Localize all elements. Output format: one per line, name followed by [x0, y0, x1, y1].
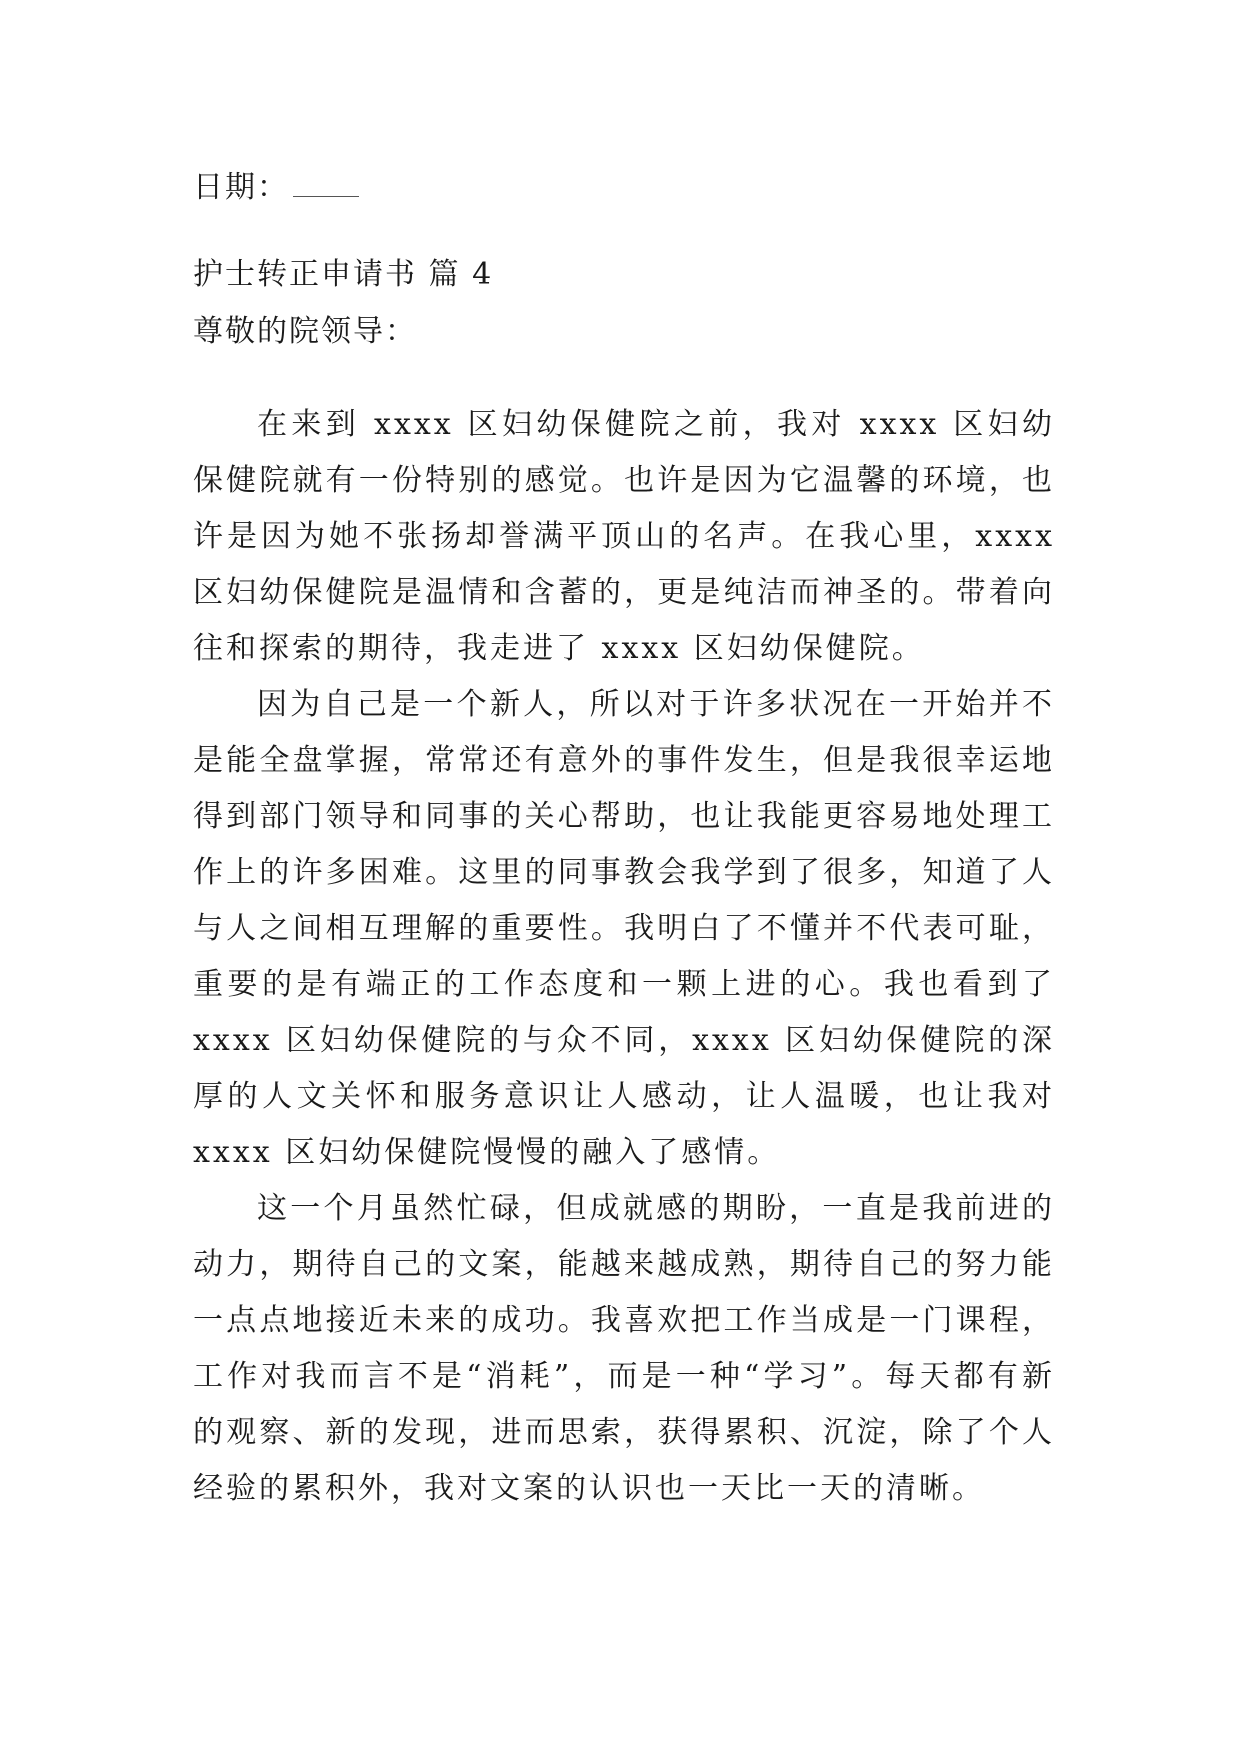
paragraph-1: 在来到 xxxx 区妇幼保健院之前，我对 xxxx 区妇幼保健院就有一份特别的感觉。也许是因为它温馨的环境，也许是因为她不张扬却誉满平顶山的名声。在我心里，xxxx 区妇幼保健院是温情和含蓄的，更是纯洁而神圣的。带着向往和探索的期待，我走进了 xxxx 区妇幼保健院。: [193, 407, 1055, 666]
body-text: [193, 397, 1055, 1517]
paragraph-2: 因为自己是一个新人，所以对于许多状况在一开始并不是能全盘掌握，常常还有意外的事件发生，但是我很幸运地得到部门领导和同事的关心帮助，也让我能更容易地处理工作上的许多困难。这里的同事教会我学到了很多，知道了人与人之间相互理解的重要性。我明白了不懂并不代表可耻，重要的是有端正的工作态度和一颗上进的心。我也看到了 xxxx 区妇幼保健院的与众不同，xxxx 区妇幼保健院的深厚的人文关怀和服务意识让人感动，让人温暖，也让我对 xxxx 区妇幼保健院慢慢的融入了感情。: [193, 687, 1055, 1170]
document-title: 护士转正申请书 篇 4: [193, 257, 494, 292]
date-blank-field: [293, 166, 359, 197]
date-label: 日期：: [193, 170, 289, 205]
paragraph-3: 这一个月虽然忙碌，但成就感的期盼，一直是我前进的动力，期待自己的文案，能越来越成熟，期待自己的努力能一点点地接近未来的成功。我喜欢把工作当成是一门课程，工作对我而言不是“消耗”，而是一种“学习”。每天都有新的观察、新的发现，进而思索，获得累积、沉淀，除了个人经验的累积外，我对文案的认识也一天比一天的清晰。: [193, 1191, 1055, 1506]
salutation: 尊敬的院领导：: [193, 314, 417, 349]
date-line: [193, 166, 359, 208]
